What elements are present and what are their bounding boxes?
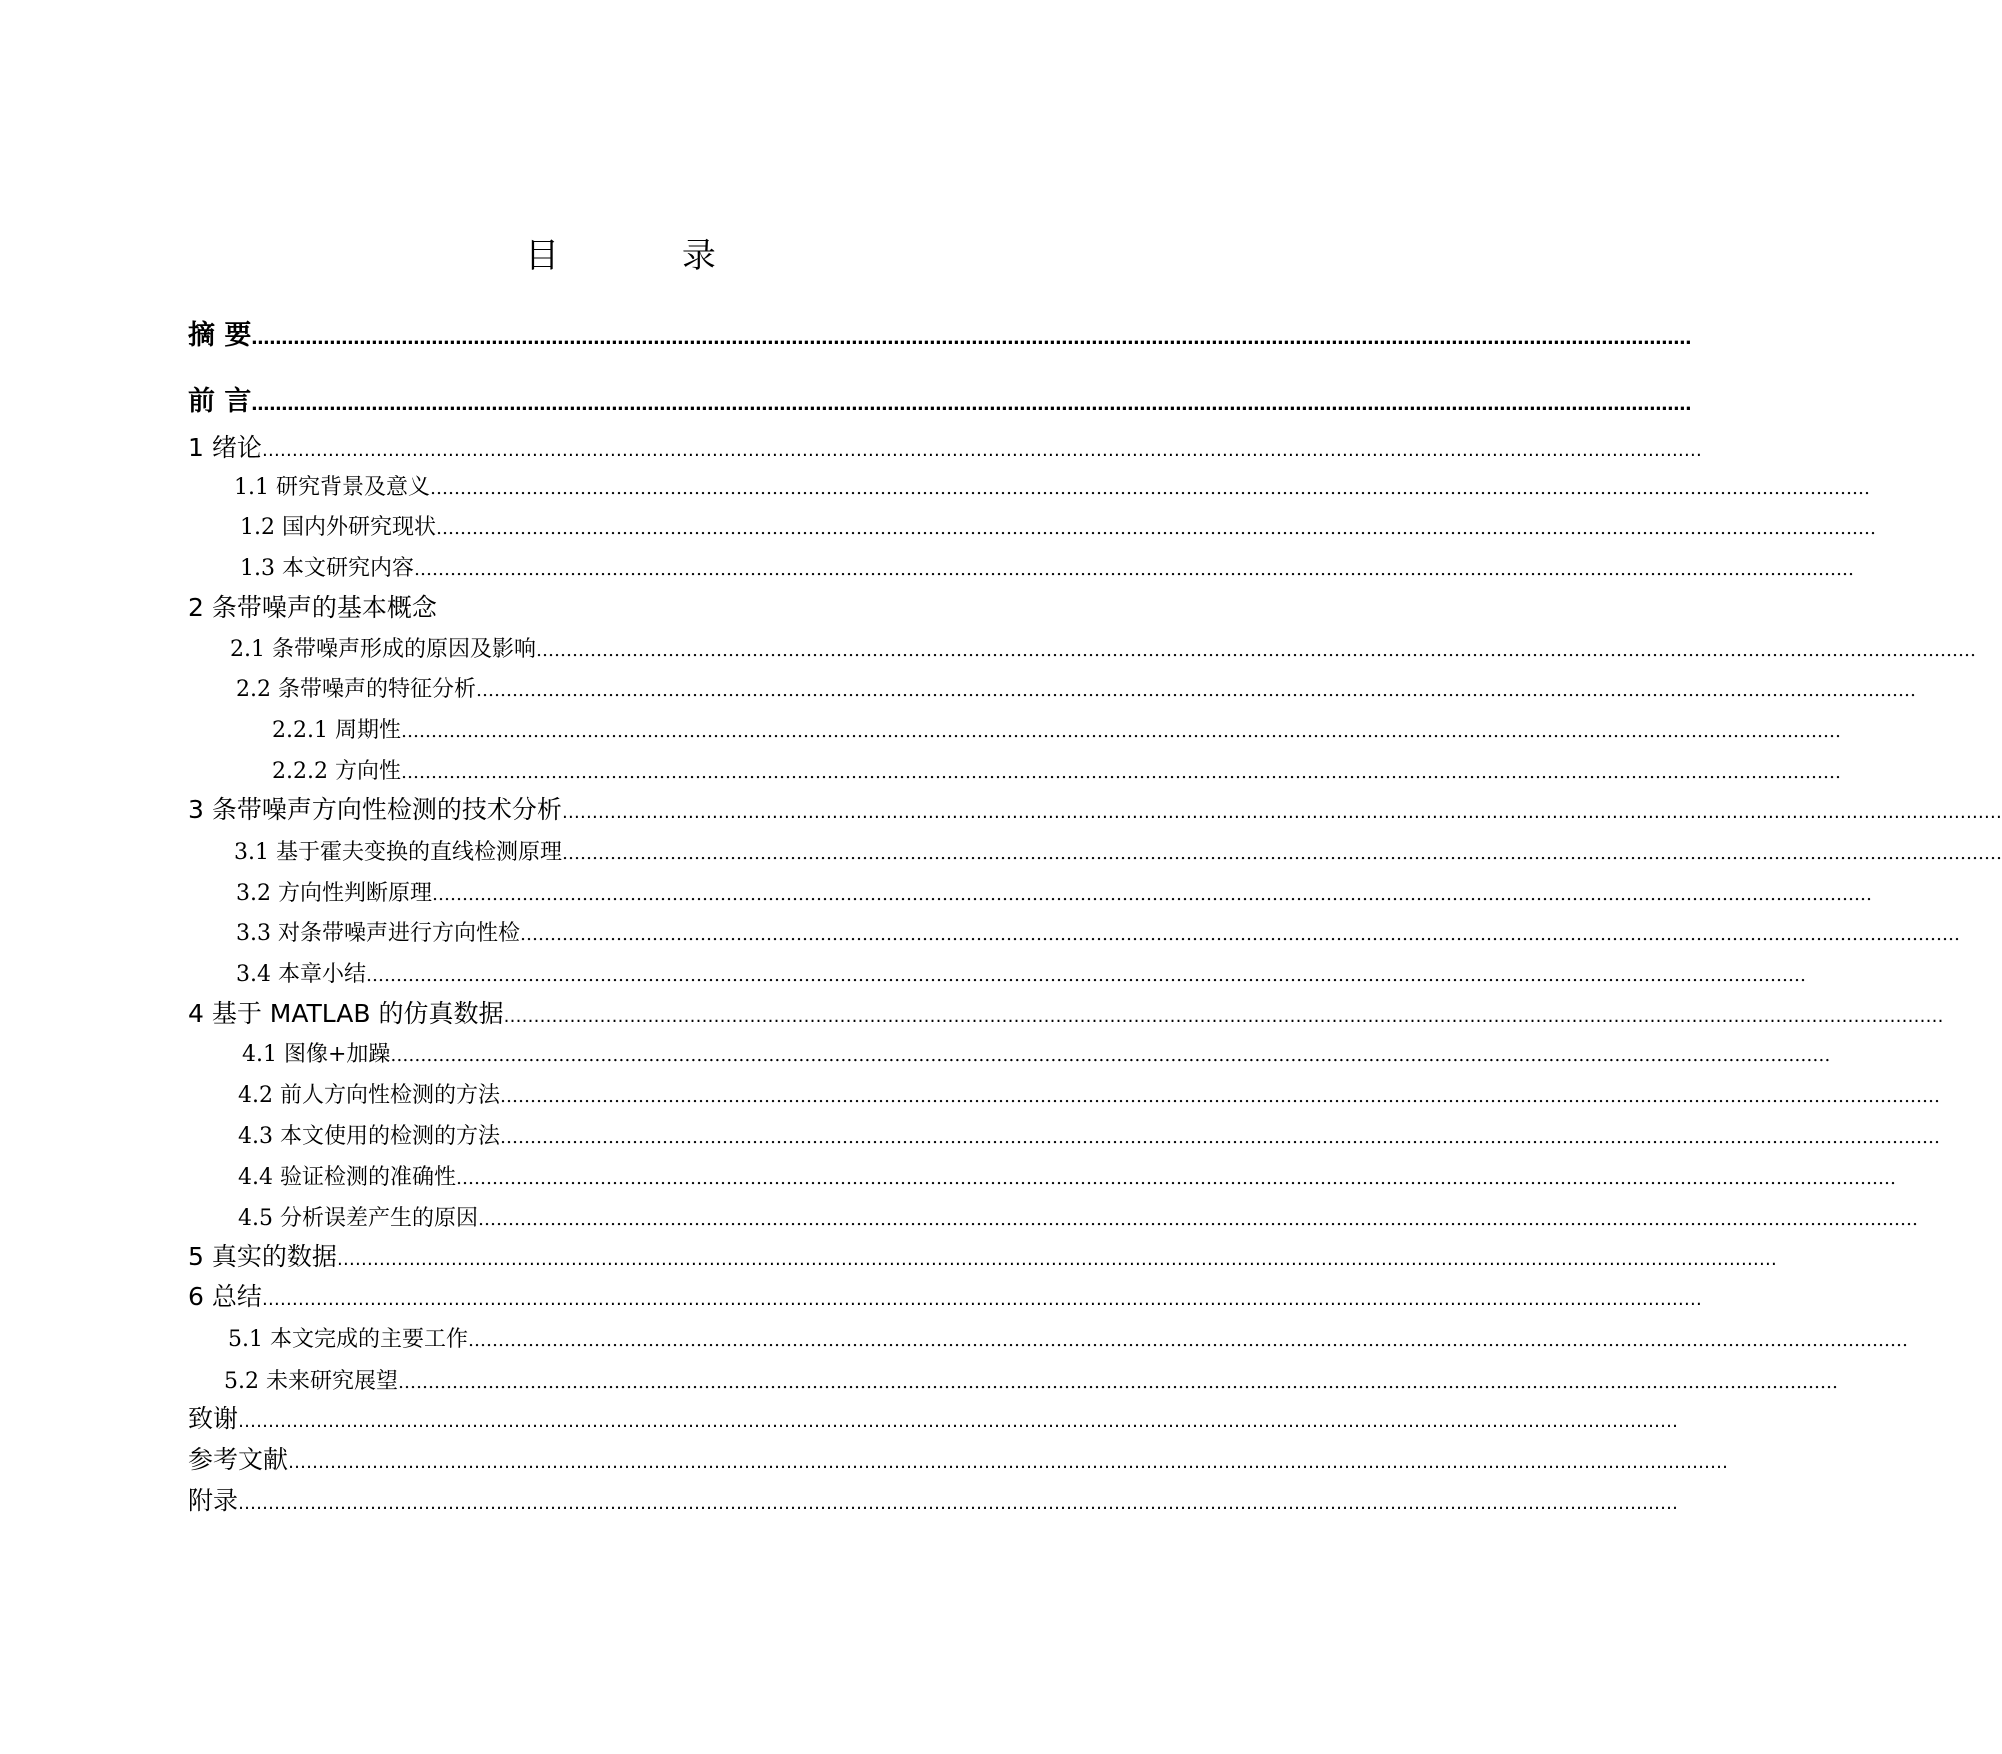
- toc-entry-3-2[interactable]: [236, 874, 1872, 914]
- toc-entry-4-2[interactable]: [238, 1076, 1940, 1116]
- toc-entry-5-2[interactable]: [224, 1362, 1838, 1402]
- toc-entry-label: 2.2 条带噪声的特征分析: [236, 677, 476, 702]
- dot-leader: ……………………………………………………………………………………………………………………………………………………………………………………………………………………: [535, 640, 1976, 661]
- toc-entry-appendix[interactable]: [188, 1481, 1679, 1521]
- dot-leader: ……………………………………………………………………………………………………………………………………………………………………………………………………………………: [519, 924, 1960, 945]
- toc-entry-label: 3 条带噪声方向性检测的技术分析: [188, 795, 562, 824]
- toc-entry-3-3[interactable]: [236, 914, 1960, 954]
- dot-leader: ……………………………………………………………………………………………………………………………………………………………………………………………………………………: [261, 1289, 1702, 1310]
- dot-leader: ……………………………………………………………………………………………………………………………………………………………………………………………………………………: [477, 1209, 1918, 1230]
- toc-entry-label: 摘 要: [188, 320, 252, 351]
- dot-leader: ……………………………………………………………………………………………………………………………………………………………………………………………………………………: [397, 1372, 1838, 1393]
- toc-entry-label: 3.4 本章小结: [236, 962, 366, 987]
- dot-leader: ……………………………………………………………………………………………………………………………………………………………………………………………………………………: [413, 559, 1854, 580]
- toc-entry-3-4[interactable]: [236, 955, 1806, 995]
- toc-entry-2-2[interactable]: [236, 670, 1916, 710]
- toc-entry-label: 5 真实的数据: [188, 1242, 337, 1271]
- toc-entry-label: 4.1 图像+加躁: [242, 1042, 391, 1067]
- toc-entry-4-4[interactable]: [238, 1158, 1896, 1198]
- toc-entry-label: 2.1 条带噪声形成的原因及影响: [230, 637, 536, 662]
- toc-entry-label: 2.2.2 方向性: [272, 759, 401, 784]
- toc-entry-1-3[interactable]: [240, 549, 1854, 589]
- dot-leader: ……………………………………………………………………………………………………………………………………………………………………………………………………………………: [475, 680, 1916, 701]
- dot-leader: ……………………………………………………………………………………………………………………………………………………………………………………………………………………: [365, 965, 1806, 986]
- toc-entry-label: 4.2 前人方向性检测的方法: [238, 1083, 500, 1108]
- toc-entry-label: 3.1 基于霍夫变换的直线检测原理: [234, 840, 562, 865]
- dot-leader: ……………………………………………………………………………………………………………………………………………………………………………………………………………………: [251, 328, 1692, 349]
- toc-entry-label: 6 总结: [188, 1282, 262, 1311]
- dot-leader: ……………………………………………………………………………………………………………………………………………………………………………………………………………………: [467, 1330, 1908, 1351]
- toc-entry-label: 4.4 验证检测的准确性: [238, 1165, 456, 1190]
- dot-leader: ……………………………………………………………………………………………………………………………………………………………………………………………………………………: [400, 762, 1841, 783]
- toc-entry-1-2[interactable]: [240, 508, 1876, 548]
- toc-entry-references[interactable]: [188, 1440, 1729, 1480]
- toc-entry-label: 致谢: [188, 1404, 239, 1433]
- toc-entry-abstract[interactable]: [188, 316, 1692, 356]
- dot-leader: ……………………………………………………………………………………………………………………………………………………………………………………………………………………: [435, 518, 1876, 539]
- dot-leader: ……………………………………………………………………………………………………………………………………………………………………………………………………………………: [238, 1493, 1679, 1514]
- toc-entry-2-1[interactable]: [230, 630, 1976, 670]
- toc-entry-chapter-5[interactable]: [188, 1237, 1777, 1277]
- dot-leader: ……………………………………………………………………………………………………………………………………………………………………………………………………………………: [288, 1452, 1729, 1473]
- dot-leader: ……………………………………………………………………………………………………………………………………………………………………………………………………………………: [561, 843, 2002, 864]
- toc-entry-label: 前 言: [188, 386, 252, 417]
- toc-entry-label: 附录: [188, 1486, 239, 1515]
- dot-leader: ……………………………………………………………………………………………………………………………………………………………………………………………………………………: [499, 1127, 1940, 1148]
- dot-leader: ……………………………………………………………………………………………………………………………………………………………………………………………………………………: [429, 478, 1870, 499]
- toc-entry-chapter-6[interactable]: [188, 1277, 1702, 1317]
- toc-entry-4-1[interactable]: [242, 1035, 1831, 1075]
- dot-leader: ……………………………………………………………………………………………………………………………………………………………………………………………………………………: [503, 1006, 1944, 1027]
- toc-entry-label: 参考文献: [188, 1445, 289, 1474]
- dot-leader: ……………………………………………………………………………………………………………………………………………………………………………………………………………………: [431, 884, 1872, 905]
- toc-entry-label: 2 条带噪声的基本概念: [188, 593, 437, 622]
- toc-entry-label: 5.2 未来研究展望: [224, 1369, 398, 1394]
- toc-entry-label: 1 绪论: [188, 433, 262, 462]
- toc-entry-chapter-2[interactable]: [188, 588, 708, 628]
- toc-entry-acknowledgements[interactable]: [188, 1399, 1679, 1439]
- dot-leader: ……………………………………………………………………………………………………………………………………………………………………………………………………………………: [561, 802, 2002, 823]
- toc-entry-label: 3.2 方向性判断原理: [236, 881, 432, 906]
- toc-entry-4-5[interactable]: [238, 1199, 1918, 1239]
- toc-entry-label: 1.1 研究背景及意义: [234, 475, 430, 500]
- toc-entry-3-1[interactable]: [234, 833, 2002, 873]
- dot-leader: ……………………………………………………………………………………………………………………………………………………………………………………………………………………: [261, 440, 1702, 461]
- dot-leader: ……………………………………………………………………………………………………………………………………………………………………………………………………………………: [251, 394, 1692, 415]
- toc-entry-4-3[interactable]: [238, 1117, 1940, 1157]
- toc-entry-2-2-1[interactable]: [272, 711, 1841, 751]
- dot-leader: ……………………………………………………………………………………………………………………………………………………………………………………………………………………: [336, 1249, 1777, 1270]
- dot-leader: ……………………………………………………………………………………………………………………………………………………………………………………………………………………: [499, 1086, 1940, 1107]
- toc-entry-chapter-3[interactable]: [188, 790, 2002, 830]
- toc-entry-chapter-1[interactable]: [188, 428, 1702, 468]
- page-title: 目 录: [525, 236, 772, 276]
- toc-entry-5-1[interactable]: [228, 1320, 1908, 1360]
- dot-leader: ……………………………………………………………………………………………………………………………………………………………………………………………………………………: [238, 1411, 1679, 1432]
- toc-entry-1-1[interactable]: [234, 468, 1870, 508]
- toc-entry-label: 4.5 分析误差产生的原因: [238, 1206, 478, 1231]
- toc-entry-label: 4 基于 MATLAB 的仿真数据: [188, 999, 504, 1028]
- toc-entry-preface[interactable]: [188, 382, 1692, 422]
- toc-entry-chapter-4[interactable]: [188, 994, 1944, 1034]
- dot-leader: ……………………………………………………………………………………………………………………………………………………………………………………………………………………: [455, 1168, 1896, 1189]
- toc-entry-label: 2.2.1 周期性: [272, 718, 401, 743]
- toc-entry-label: 1.3 本文研究内容: [240, 556, 414, 581]
- toc-entry-2-2-2[interactable]: [272, 752, 1841, 792]
- dot-leader: ……………………………………………………………………………………………………………………………………………………………………………………………………………………: [400, 721, 1841, 742]
- toc-entry-label: 3.3 对条带噪声进行方向性检: [236, 921, 520, 946]
- toc-entry-label: 4.3 本文使用的检测的方法: [238, 1124, 500, 1149]
- toc-entry-label: 1.2 国内外研究现状: [240, 515, 436, 540]
- toc-entry-label: 5.1 本文完成的主要工作: [228, 1327, 468, 1352]
- dot-leader: ……………………………………………………………………………………………………………………………………………………………………………………………………………………: [390, 1045, 1831, 1066]
